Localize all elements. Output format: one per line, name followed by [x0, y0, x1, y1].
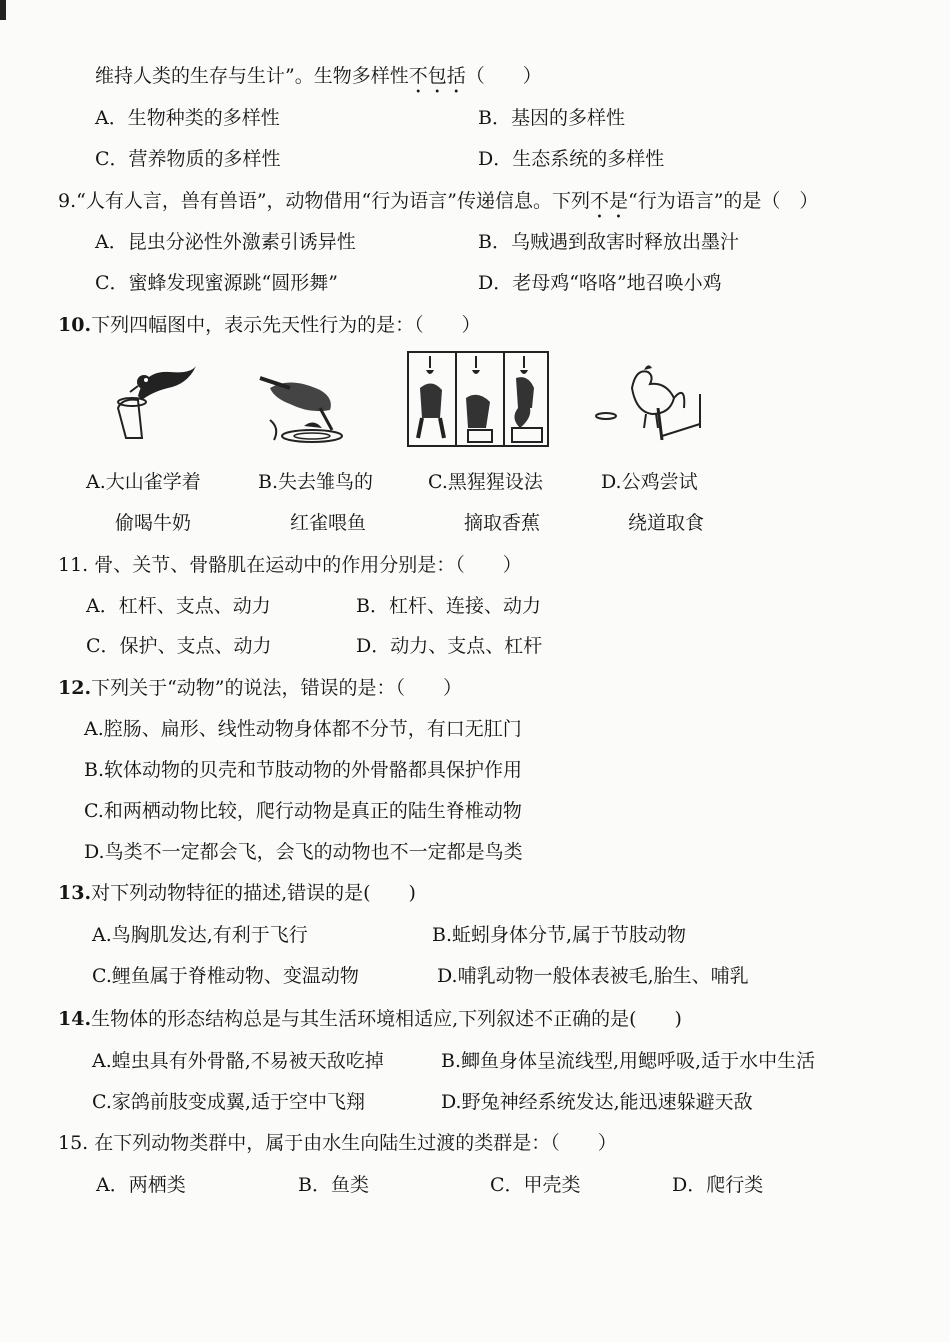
q12-option-b: B.软体动物的贝壳和节肢动物的外骨骼都具保护作用 [84, 759, 523, 781]
q11-option-b: B．杠杆、连接、动力 [356, 595, 541, 617]
q9-option-c: C．蜜蜂发现蜜源跳“圆形舞” [95, 272, 338, 294]
q11-option-a: A．杠杆、支点、动力 [86, 595, 271, 617]
figure-rooster-detour-feeding [592, 348, 712, 448]
q14-option-d: D.野兔神经系统发达,能迅速躲避天敌 [441, 1091, 753, 1113]
q15-stem: 15. 在下列动物类群中，属于由水生向陆生过渡的类群是：（ ） [58, 1132, 617, 1154]
q12-stem [58, 676, 462, 700]
q12-option-c: C.和两栖动物比较，爬行动物是真正的陆生脊椎动物 [84, 800, 522, 822]
q12-stem-text: 下列关于“动物”的说法，错误的是：（ ） [91, 677, 462, 699]
figure-chimpanzee-getting-banana [406, 348, 550, 448]
q8-stem-end: （ ） [465, 65, 542, 87]
q13-stem [58, 881, 416, 905]
q9-option-b: B．乌贼遇到敌害时释放出墨汁 [478, 231, 739, 253]
scan-edge-mark [0, 0, 6, 20]
q12-number: 12. [58, 677, 92, 699]
q10-option-d-line1: D.公鸡尝试 [601, 471, 698, 493]
q12-option-a: A.腔肠、扁形、线性动物身体都不分节，有口无肛门 [84, 718, 522, 740]
q12-option-d: D.鸟类不一定都会飞，会飞的动物也不一定都是鸟类 [84, 841, 523, 863]
q8-stem-line [95, 64, 542, 98]
q8-emphasis: 不包括 [408, 65, 466, 87]
q10-option-a-line2: 偷喝牛奶 [115, 512, 192, 534]
q13-option-d: D.哺乳动物一般体表被毛,胎生、哺乳 [437, 965, 749, 987]
q15-option-d: D．爬行类 [672, 1174, 764, 1196]
figure-cardinal-feeding-fish [250, 348, 355, 448]
q9-option-a: A．昆虫分泌性外激素引诱异性 [95, 231, 356, 253]
q8-option-b: B．基因的多样性 [478, 107, 625, 129]
q10-option-c-line1: C.黑猩猩设法 [428, 471, 543, 493]
q8-option-c: C．营养物质的多样性 [95, 148, 281, 170]
q13-option-a: A.鸟胸肌发达,有利于飞行 [92, 924, 308, 946]
q9-stem-end: “行为语言”的是（ ） [628, 190, 819, 212]
q13-stem-text: 对下列动物特征的描述,错误的是( ) [91, 882, 416, 904]
q11-option-d: D．动力、支点、杠杆 [356, 635, 543, 657]
q9-option-d: D．老母鸡“咯咯”地召唤小鸡 [478, 272, 722, 294]
q10-option-b-line1: B.失去雏鸟的 [258, 471, 374, 493]
q10-option-c-line2: 摘取香蕉 [464, 512, 541, 534]
q13-number: 13. [58, 882, 92, 904]
q13-option-b: B.蚯蚓身体分节,属于节肢动物 [432, 924, 687, 946]
q9-emphasis: 不是 [589, 190, 628, 212]
q8-option-d: D．生态系统的多样性 [478, 148, 665, 170]
q10-stem [58, 313, 481, 337]
q15-option-b: B．鱼类 [298, 1174, 369, 1196]
q10-stem-text: 下列四幅图中，表示先天性行为的是：（ ） [91, 314, 481, 336]
q14-option-b: B.鲫鱼身体呈流线型,用鳃呼吸,适于水中生活 [441, 1050, 816, 1072]
q9-stem-start: 9.“人有人言，兽有兽语”，动物借用“行为语言”传递信息。下列 [58, 190, 590, 212]
q14-stem-text: 生物体的形态结构总是与其生活环境相适应,下列叙述不正确的是( ) [91, 1008, 682, 1030]
q14-option-a: A.蝗虫具有外骨骼,不易被天敌吃掉 [92, 1050, 384, 1072]
q8-option-a: A．生物种类的多样性 [95, 107, 280, 129]
q9-stem [58, 189, 818, 223]
q15-option-c: C．甲壳类 [490, 1174, 581, 1196]
q11-option-c: C．保护、支点、动力 [86, 635, 272, 657]
q11-stem: 11. 骨、关节、骨骼肌在运动中的作用分别是：（ ） [58, 554, 522, 576]
q15-option-a: A．两栖类 [96, 1174, 186, 1196]
q8-stem-start: 维持人类的生存与生计”。生物多样性 [95, 65, 409, 87]
q10-option-b-line2: 红雀喂鱼 [290, 512, 367, 534]
q14-option-c: C.家鸽前肢变成翼,适于空中飞翔 [92, 1091, 365, 1113]
q10-option-d-line2: 绕道取食 [628, 512, 705, 534]
q13-option-c: C.鲤鱼属于脊椎动物、变温动物 [92, 965, 359, 987]
q14-stem [58, 1007, 682, 1031]
figure-great-tit-drinking-milk [108, 348, 208, 448]
q10-option-a-line1: A.大山雀学着 [86, 471, 201, 493]
q14-number: 14. [58, 1008, 92, 1030]
q10-number: 10. [58, 314, 92, 336]
